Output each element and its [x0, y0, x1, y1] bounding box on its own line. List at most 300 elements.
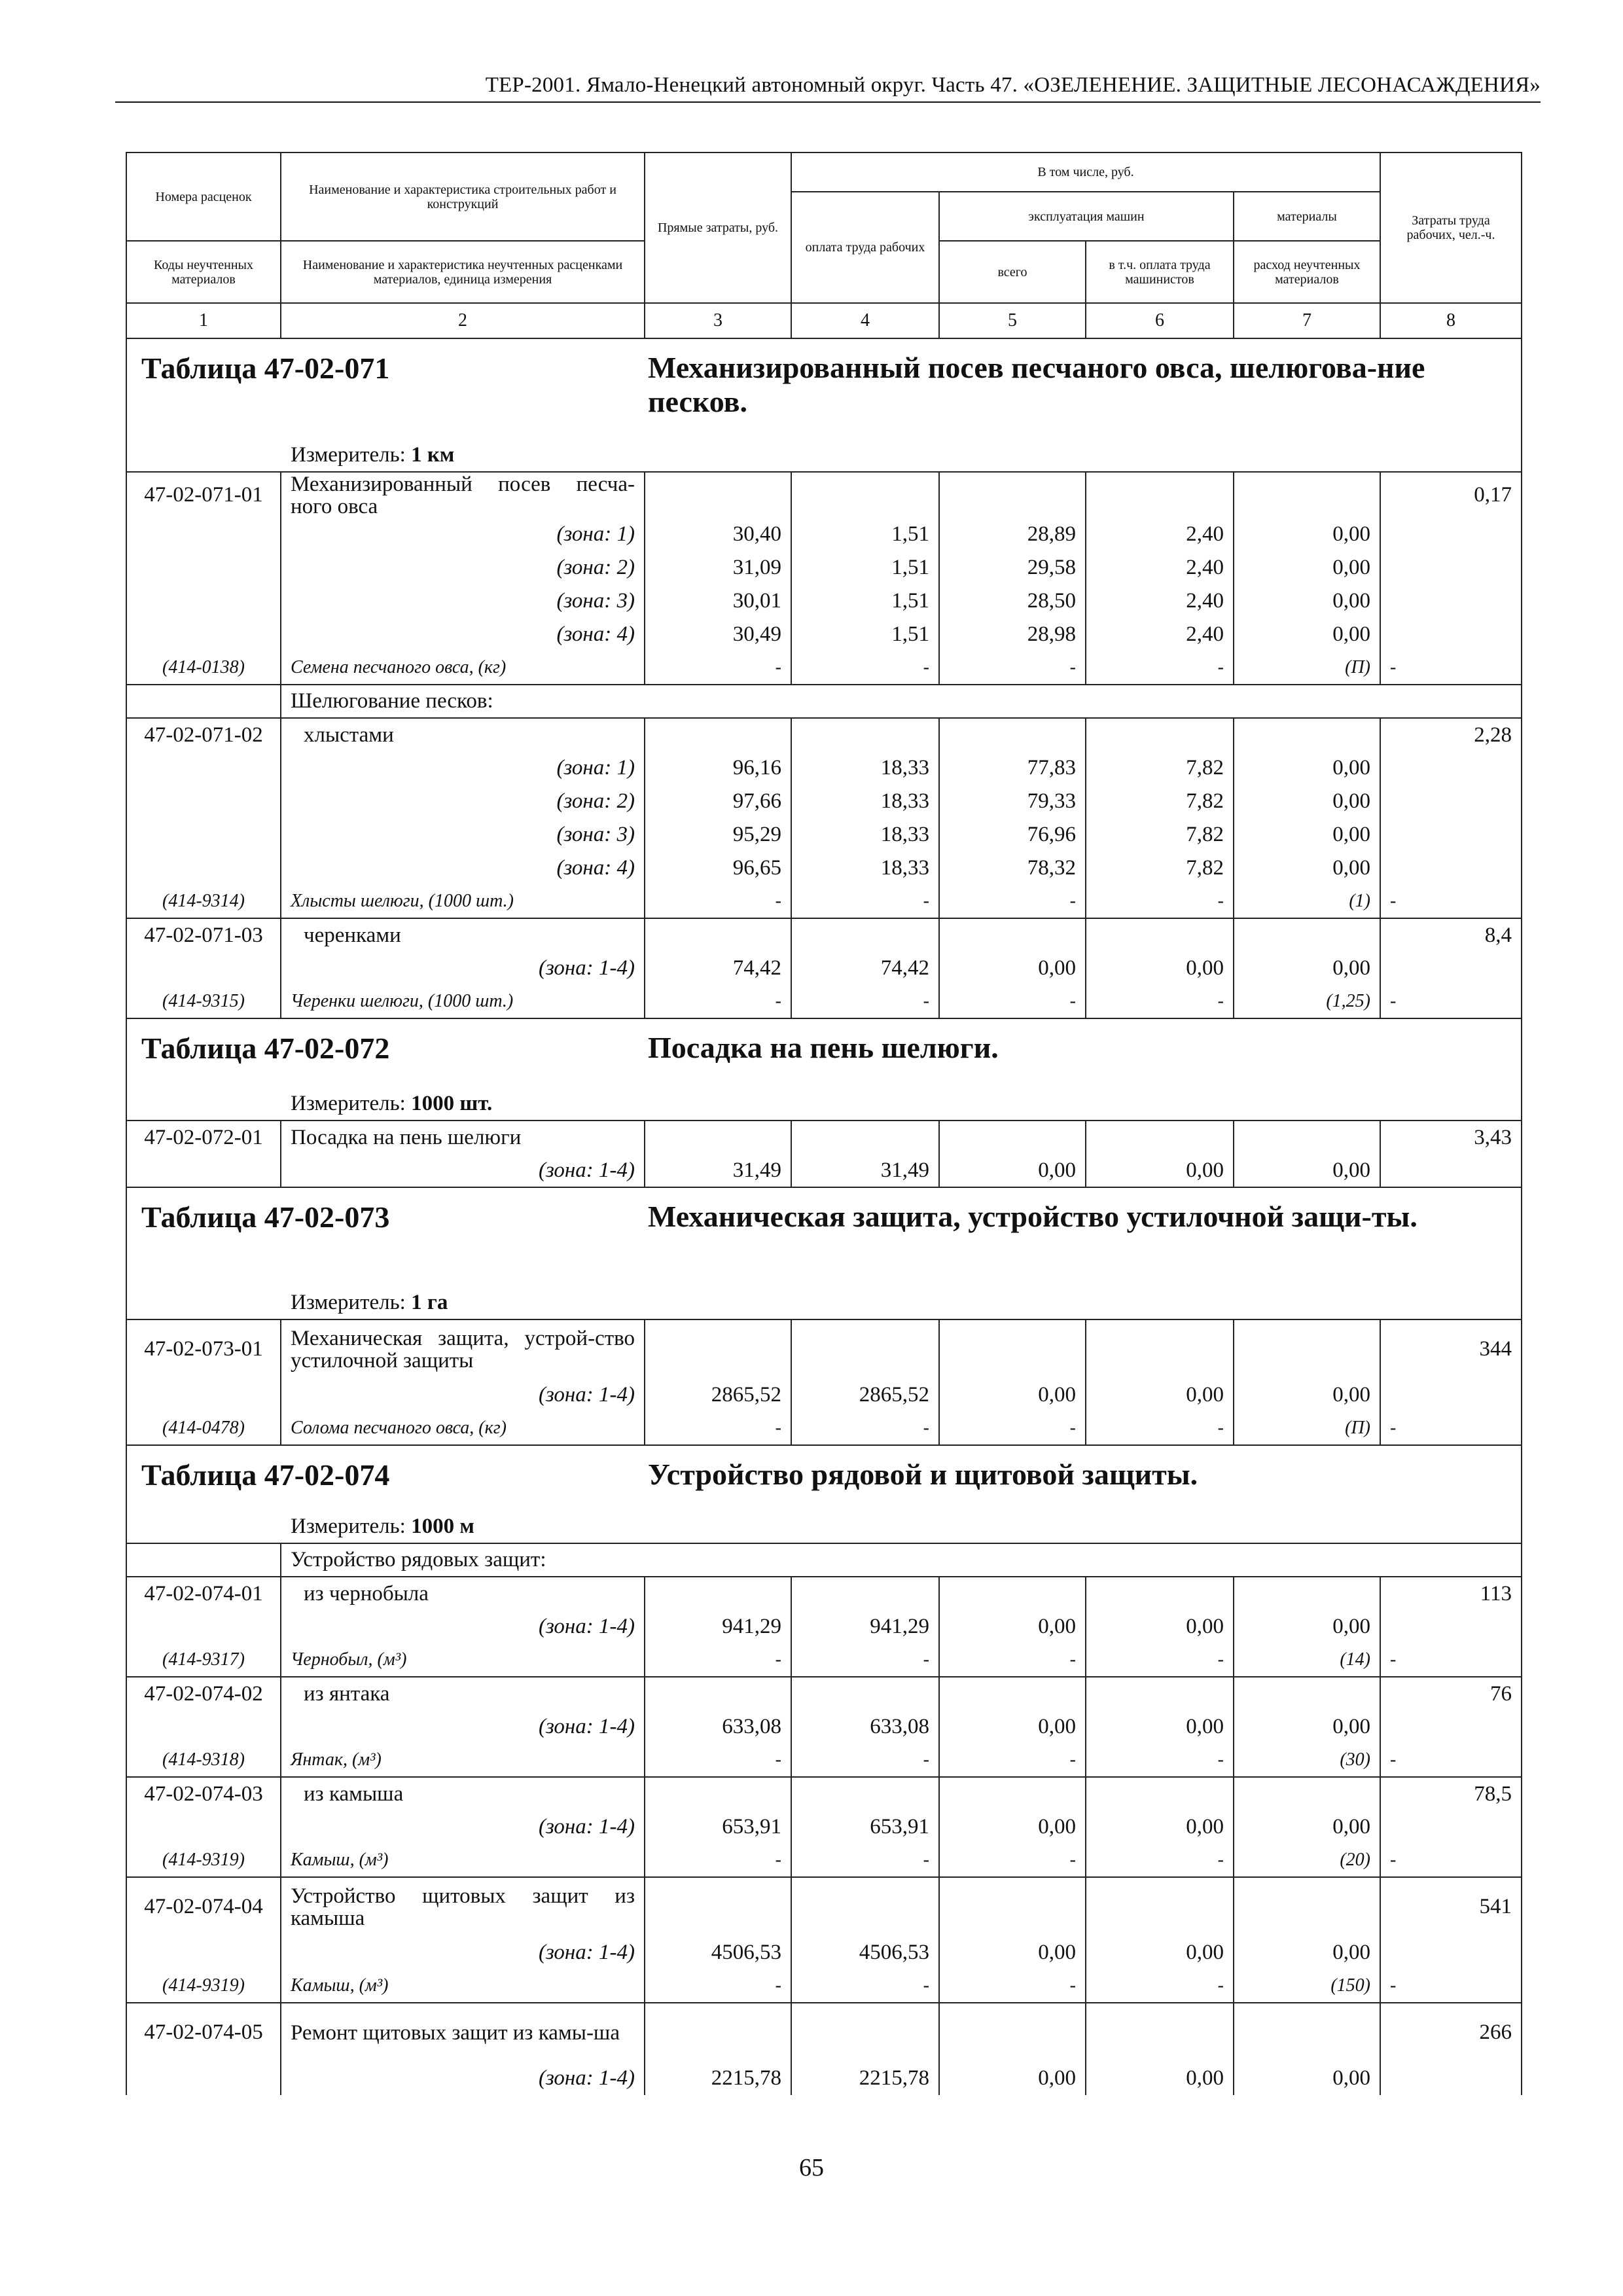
table-cell: -: [1380, 1643, 1522, 1677]
table-cell: -: [791, 1412, 939, 1445]
table-cell: -: [1086, 885, 1234, 918]
table-cell: 1,51: [791, 584, 939, 618]
table-cell: Черенки шелюги, (1000 шт.): [281, 985, 645, 1018]
table-cell: [1380, 584, 1522, 618]
table-cell: (зона: 1-4): [281, 952, 645, 985]
table-cell: 0,00: [1234, 1610, 1380, 1643]
subheading-row: [126, 1543, 1522, 1577]
table-cell: 47-02-074-05: [126, 2003, 281, 2062]
table-cell: 76: [1380, 1677, 1522, 1710]
table-cell: (зона: 1-4): [281, 1154, 645, 1187]
header-work-name: Наименование и характеристика строительных работ и конструкций: [281, 152, 645, 241]
table-cell: [791, 1121, 939, 1154]
table-cell: [1086, 1319, 1234, 1378]
material-row: [126, 651, 1522, 685]
table-row: [126, 1777, 1522, 1810]
table-cell: -: [791, 1643, 939, 1677]
table-cell: (зона: 2): [281, 551, 645, 584]
material-row: [126, 885, 1522, 918]
table-cell: [1380, 852, 1522, 885]
table-row: [126, 1710, 1522, 1744]
table-cell: 74,42: [645, 952, 791, 985]
table-cell: (зона: 1): [281, 518, 645, 551]
table-cell: 0,00: [939, 1610, 1086, 1643]
table-cell: [645, 2003, 791, 2062]
column-number: 1: [126, 303, 281, 338]
table-cell: [645, 1319, 791, 1378]
table-cell: (зона: 4): [281, 852, 645, 885]
section-title: Устройство рядовой и щитовой защиты.: [648, 1458, 1198, 1491]
header-machines: эксплуатация машин: [939, 192, 1234, 241]
table-cell: 113: [1380, 1577, 1522, 1610]
table-cell: [1086, 1877, 1234, 1936]
table-cell: [645, 472, 791, 518]
material-row: [126, 1412, 1522, 1445]
table-cell: -: [1086, 651, 1234, 685]
table-cell: [1086, 1677, 1234, 1710]
table-row: [126, 718, 1522, 751]
table-row: [126, 1121, 1522, 1154]
table-cell: Янтак, (м³): [281, 1744, 645, 1777]
table-cell: (зона: 4): [281, 618, 645, 651]
table-cell: [126, 518, 281, 551]
table-cell: [645, 1577, 791, 1610]
table-row: [126, 852, 1522, 885]
table-cell: (14): [1234, 1643, 1380, 1677]
table-cell: -: [1380, 651, 1522, 685]
section-code: Таблица 47-02-071: [141, 351, 390, 385]
table-cell: [791, 1877, 939, 1936]
rate-code: 47-02-071-01: [126, 472, 281, 518]
table-cell: (зона: 1): [281, 751, 645, 785]
table-cell: (30): [1234, 1744, 1380, 1777]
table-cell: 0,00: [939, 1710, 1086, 1744]
table-cell: [1380, 785, 1522, 818]
section-title-row: [126, 338, 1522, 472]
table-cell: из чернобыла: [281, 1577, 645, 1610]
header-material-names: Наименование и характеристика неучтенных расценками материалов, единица измерения: [281, 241, 645, 303]
measure: Измеритель: 1000 м: [291, 1515, 474, 1538]
table-cell: 28,98: [939, 618, 1086, 651]
table-cell: [126, 1445, 1522, 1543]
table-cell: -: [939, 651, 1086, 685]
table-cell: 0,00: [1234, 952, 1380, 985]
table-cell: [791, 2003, 939, 2062]
table-cell: [1380, 1610, 1522, 1643]
table-cell: (414-9315): [126, 985, 281, 1018]
table-cell: 47-02-074-03: [126, 1777, 281, 1810]
table-cell: Чернобыл, (м³): [281, 1643, 645, 1677]
header-machines-total: всего: [939, 241, 1086, 303]
table-cell: -: [939, 985, 1086, 1018]
table-cell: (П): [1234, 651, 1380, 685]
table-cell: [1086, 918, 1234, 952]
table-cell: [126, 1018, 1522, 1121]
table-cell: 47-02-072-01: [126, 1121, 281, 1154]
table-cell: 47-02-071-03: [126, 918, 281, 952]
table-cell: [645, 1677, 791, 1710]
table-cell: -: [1086, 1844, 1234, 1877]
table-cell: Камыш, (м³): [281, 1969, 645, 2003]
table-cell: 3,43: [1380, 1121, 1522, 1154]
table-cell: [1086, 718, 1234, 751]
table-cell: -: [645, 651, 791, 685]
table-cell: [939, 918, 1086, 952]
table-cell: [1234, 1121, 1380, 1154]
table-cell: [939, 718, 1086, 751]
table-cell: 31,49: [791, 1154, 939, 1187]
table-cell: 96,16: [645, 751, 791, 785]
column-number: 6: [1086, 303, 1234, 338]
table-cell: -: [939, 1969, 1086, 2003]
table-cell: 97,66: [645, 785, 791, 818]
table-cell: (414-9319): [126, 1844, 281, 1877]
header-rate-numbers: Номера расценок: [126, 152, 281, 241]
table-cell: [126, 2062, 281, 2095]
table-cell: [126, 618, 281, 651]
table-cell: (414-9318): [126, 1744, 281, 1777]
table-cell: -: [939, 1844, 1086, 1877]
table-cell: [791, 1777, 939, 1810]
page-number: 65: [799, 2154, 824, 2181]
table-cell: 78,32: [939, 852, 1086, 885]
table-cell: -: [939, 1412, 1086, 1445]
table-cell: [939, 1877, 1086, 1936]
subheading-row: [126, 685, 1522, 718]
table-cell: [1086, 1577, 1234, 1610]
table-cell: 7,82: [1086, 852, 1234, 885]
labor-value: 0,17: [1380, 472, 1522, 518]
table-cell: [1380, 1378, 1522, 1412]
cell-text: Измеритель:: [291, 443, 406, 467]
table-cell: 29,58: [939, 551, 1086, 584]
section-title: Посадка на пень шелюги.: [648, 1031, 999, 1064]
table-cell: 1,51: [791, 518, 939, 551]
table-cell: (зона: 2): [281, 785, 645, 818]
table-cell: 0,00: [1234, 751, 1380, 785]
table-cell: 0,00: [1234, 518, 1380, 551]
table-cell: [791, 1677, 939, 1710]
table-cell: 0,00: [1234, 1710, 1380, 1744]
table-row: [126, 818, 1522, 852]
table-cell: (зона: 3): [281, 584, 645, 618]
table-cell: 0,00: [1234, 1378, 1380, 1412]
table-header: [126, 152, 1522, 338]
table-cell: (зона: 3): [281, 818, 645, 852]
table-cell: 76,96: [939, 818, 1086, 852]
cell-text: Измеритель:: [291, 1092, 406, 1115]
table-cell: 4506,53: [791, 1936, 939, 1969]
table-cell: 941,29: [791, 1610, 939, 1643]
table-cell: [126, 1810, 281, 1844]
table-cell: [939, 1319, 1086, 1378]
table-cell: 0,00: [1086, 1710, 1234, 1744]
table-cell: 0,00: [1086, 1610, 1234, 1643]
table-row: [126, 1810, 1522, 1844]
column-number: 7: [1234, 303, 1380, 338]
table-cell: 0,00: [939, 2062, 1086, 2095]
table-row: [126, 2003, 1522, 2062]
table-row: [126, 2062, 1522, 2095]
table-row: [126, 518, 1522, 551]
table-cell: [1380, 551, 1522, 584]
table-cell: [126, 785, 281, 818]
table-cell: 0,00: [1086, 1936, 1234, 1969]
table-cell: [939, 1577, 1086, 1610]
table-cell: [939, 1777, 1086, 1810]
table-cell: [1086, 1777, 1234, 1810]
table-cell: [1234, 1677, 1380, 1710]
table-cell: 79,33: [939, 785, 1086, 818]
table-cell: -: [1086, 1744, 1234, 1777]
table-cell: 0,00: [1234, 1154, 1380, 1187]
table-cell: 4506,53: [645, 1936, 791, 1969]
table-row: [126, 472, 1522, 518]
table-cell: 31,09: [645, 551, 791, 584]
table-cell: 0,00: [1234, 852, 1380, 885]
rate-name: Механизированный посев песча-ного овса: [281, 472, 645, 518]
table-cell: -: [645, 1412, 791, 1445]
table-cell: -: [791, 1969, 939, 2003]
table-cell: [939, 1121, 1086, 1154]
header-labor-costs: Затраты труда рабочих, чел.-ч.: [1380, 152, 1522, 303]
table-cell: Камыш, (м³): [281, 1844, 645, 1877]
table-cell: 8,4: [1380, 918, 1522, 952]
table-cell: 7,82: [1086, 785, 1234, 818]
table-cell: [791, 918, 939, 952]
table-cell: [126, 551, 281, 584]
table-cell: (20): [1234, 1844, 1380, 1877]
table-cell: 0,00: [1086, 1378, 1234, 1412]
table-cell: (зона: 1-4): [281, 1936, 645, 1969]
table-cell: 30,49: [645, 618, 791, 651]
table-cell: [645, 1877, 791, 1936]
table-cell: [1380, 1154, 1522, 1187]
table-cell: 0,00: [1234, 818, 1380, 852]
table-cell: -: [1380, 985, 1522, 1018]
table-cell: -: [791, 1744, 939, 1777]
material-row: [126, 985, 1522, 1018]
table-cell: 47-02-074-01: [126, 1577, 281, 1610]
table-cell: -: [645, 1969, 791, 2003]
table-row: [126, 918, 1522, 952]
table-cell: 2,40: [1086, 618, 1234, 651]
table-cell: [1234, 918, 1380, 952]
table-cell: (1): [1234, 885, 1380, 918]
table-cell: -: [1086, 1969, 1234, 2003]
table-cell: [939, 2003, 1086, 2062]
table-cell: хлыстами: [281, 718, 645, 751]
table-cell: (зона: 1-4): [281, 1378, 645, 1412]
table-cell: (зона: 1-4): [281, 2062, 645, 2095]
column-number: 5: [939, 303, 1086, 338]
cell-text: Измеритель:: [291, 1291, 406, 1314]
table-cell: 2215,78: [645, 2062, 791, 2095]
table-cell: [1380, 618, 1522, 651]
table-cell: Ремонт щитовых защит из камы-ша: [281, 2003, 645, 2062]
table-cell: 0,00: [1234, 618, 1380, 651]
table-cell: (414-9314): [126, 885, 281, 918]
header-machinist-pay: в т.ч. оплата труда машинистов: [1086, 241, 1234, 303]
table-cell: [1234, 718, 1380, 751]
table-cell: [645, 918, 791, 952]
table-cell: (1,25): [1234, 985, 1380, 1018]
table-cell: -: [645, 1643, 791, 1677]
table-cell: [645, 1121, 791, 1154]
table-cell: [126, 685, 281, 718]
table-cell: (зона: 1-4): [281, 1810, 645, 1844]
table-row: [126, 785, 1522, 818]
table-cell: 633,08: [791, 1710, 939, 1744]
table-cell: [126, 852, 281, 885]
table-cell: 96,65: [645, 852, 791, 885]
table-cell: -: [645, 985, 791, 1018]
table-cell: Устройство щитовых защит из камыша: [281, 1877, 645, 1936]
table-cell: [1234, 1577, 1380, 1610]
table-row: [126, 1577, 1522, 1610]
table-row: [126, 1154, 1522, 1187]
section-code: Таблица 47-02-074: [141, 1458, 390, 1492]
section-title-row: [126, 1018, 1522, 1121]
table-cell: 0,00: [1086, 2062, 1234, 2095]
table-cell: (150): [1234, 1969, 1380, 2003]
table-cell: 2865,52: [645, 1378, 791, 1412]
table-cell: [1380, 518, 1522, 551]
table-cell: 47-02-074-02: [126, 1677, 281, 1710]
measure: Измеритель: 1000 шт.: [291, 1092, 493, 1115]
table-cell: 7,82: [1086, 751, 1234, 785]
table-cell: [126, 584, 281, 618]
table-cell: -: [791, 985, 939, 1018]
table-cell: (П): [1234, 1412, 1380, 1445]
table-cell: [791, 472, 939, 518]
table-cell: (414-0478): [126, 1412, 281, 1445]
table-cell: 30,40: [645, 518, 791, 551]
table-cell: 2,28: [1380, 718, 1522, 751]
header-direct-costs: Прямые затраты, руб.: [645, 152, 791, 303]
table-cell: -: [939, 885, 1086, 918]
table-cell: 28,89: [939, 518, 1086, 551]
table-cell: 0,00: [1234, 2062, 1380, 2095]
table-cell: (зона: 1-4): [281, 1610, 645, 1643]
table-cell: [1234, 472, 1380, 518]
table-cell: 1,51: [791, 551, 939, 584]
material-row: [126, 1844, 1522, 1877]
column-number: 3: [645, 303, 791, 338]
header-material-usage: расход неучтенных материалов: [1234, 241, 1380, 303]
table-cell: 0,00: [1234, 785, 1380, 818]
table-cell: 541: [1380, 1877, 1522, 1936]
table-cell: 30,01: [645, 584, 791, 618]
table-cell: -: [791, 1844, 939, 1877]
table-cell: [1380, 751, 1522, 785]
table-cell: Устройство рядовых защит:: [281, 1543, 1522, 1577]
table-cell: -: [1380, 1412, 1522, 1445]
table-cell: 18,33: [791, 785, 939, 818]
table-row: [126, 751, 1522, 785]
section-title-row: [126, 1187, 1522, 1319]
table-cell: 18,33: [791, 852, 939, 885]
column-number: 2: [281, 303, 645, 338]
table-cell: [126, 1187, 1522, 1319]
table-cell: -: [645, 1744, 791, 1777]
table-cell: [1234, 1777, 1380, 1810]
table-cell: черенками: [281, 918, 645, 952]
material-row: [126, 1969, 1522, 2003]
table-cell: -: [1086, 1643, 1234, 1677]
table-cell: [1380, 1810, 1522, 1844]
table-cell: 2215,78: [791, 2062, 939, 2095]
table-cell: 18,33: [791, 818, 939, 852]
table-row: [126, 1677, 1522, 1710]
table-cell: [1086, 1121, 1234, 1154]
table-cell: [939, 472, 1086, 518]
table-cell: (414-0138): [126, 651, 281, 685]
section-title-row: [126, 1445, 1522, 1543]
table-cell: [126, 818, 281, 852]
table-cell: -: [1086, 985, 1234, 1018]
running-header: ТЕР-2001. Ямало-Ненецкий автономный округ. Часть 47. «ОЗЕЛЕНЕНИЕ. ЗАЩИТНЫЕ ЛЕСОНАСАЖДЕНИЯ»: [115, 73, 1541, 103]
table-cell: -: [645, 1844, 791, 1877]
table-row: [126, 1610, 1522, 1643]
section-code: Таблица 47-02-072: [141, 1031, 390, 1065]
table-cell: [1380, 952, 1522, 985]
table-row: [126, 1319, 1522, 1378]
table-cell: Посадка на пень шелюги: [281, 1121, 645, 1154]
table-cell: [1380, 1936, 1522, 1969]
table-cell: 28,50: [939, 584, 1086, 618]
column-number: 8: [1380, 303, 1522, 338]
table-row: [126, 584, 1522, 618]
table-cell: 0,00: [939, 952, 1086, 985]
table-cell: [791, 1319, 939, 1378]
table-cell: 47-02-074-04: [126, 1877, 281, 1936]
table-cell: 2,40: [1086, 551, 1234, 584]
table-cell: [126, 1610, 281, 1643]
table-row: [126, 551, 1522, 584]
table-cell: 0,00: [1086, 952, 1234, 985]
rates-table: [126, 152, 1522, 2095]
table-cell: 0,00: [939, 1154, 1086, 1187]
table-row: [126, 1877, 1522, 1936]
table-cell: из янтака: [281, 1677, 645, 1710]
header-materials: материалы: [1234, 192, 1380, 241]
table-cell: 653,91: [791, 1810, 939, 1844]
section-title: Механизированный посев песчаного овса, шелюгова-ние песков.: [648, 351, 1425, 418]
table-cell: [1086, 2003, 1234, 2062]
table-cell: -: [791, 885, 939, 918]
table-cell: -: [1086, 1412, 1234, 1445]
table-cell: [126, 1936, 281, 1969]
table-cell: -: [1380, 1744, 1522, 1777]
table-cell: [791, 1577, 939, 1610]
table-cell: 0,00: [939, 1810, 1086, 1844]
table-cell: Механическая защита, устрой-ство устилочной защиты: [281, 1319, 645, 1378]
table-cell: [1234, 1319, 1380, 1378]
table-cell: 633,08: [645, 1710, 791, 1744]
table-cell: 0,00: [1086, 1810, 1234, 1844]
table-cell: (414-9317): [126, 1643, 281, 1677]
table-cell: -: [1380, 1969, 1522, 2003]
table-cell: [645, 1777, 791, 1810]
table-cell: 0,00: [1234, 584, 1380, 618]
table-cell: [1380, 1710, 1522, 1744]
table-cell: [126, 1378, 281, 1412]
table-row: [126, 618, 1522, 651]
table-cell: 78,5: [1380, 1777, 1522, 1810]
header-worker-pay: оплата труда рабочих: [791, 192, 939, 303]
table-cell: -: [791, 651, 939, 685]
